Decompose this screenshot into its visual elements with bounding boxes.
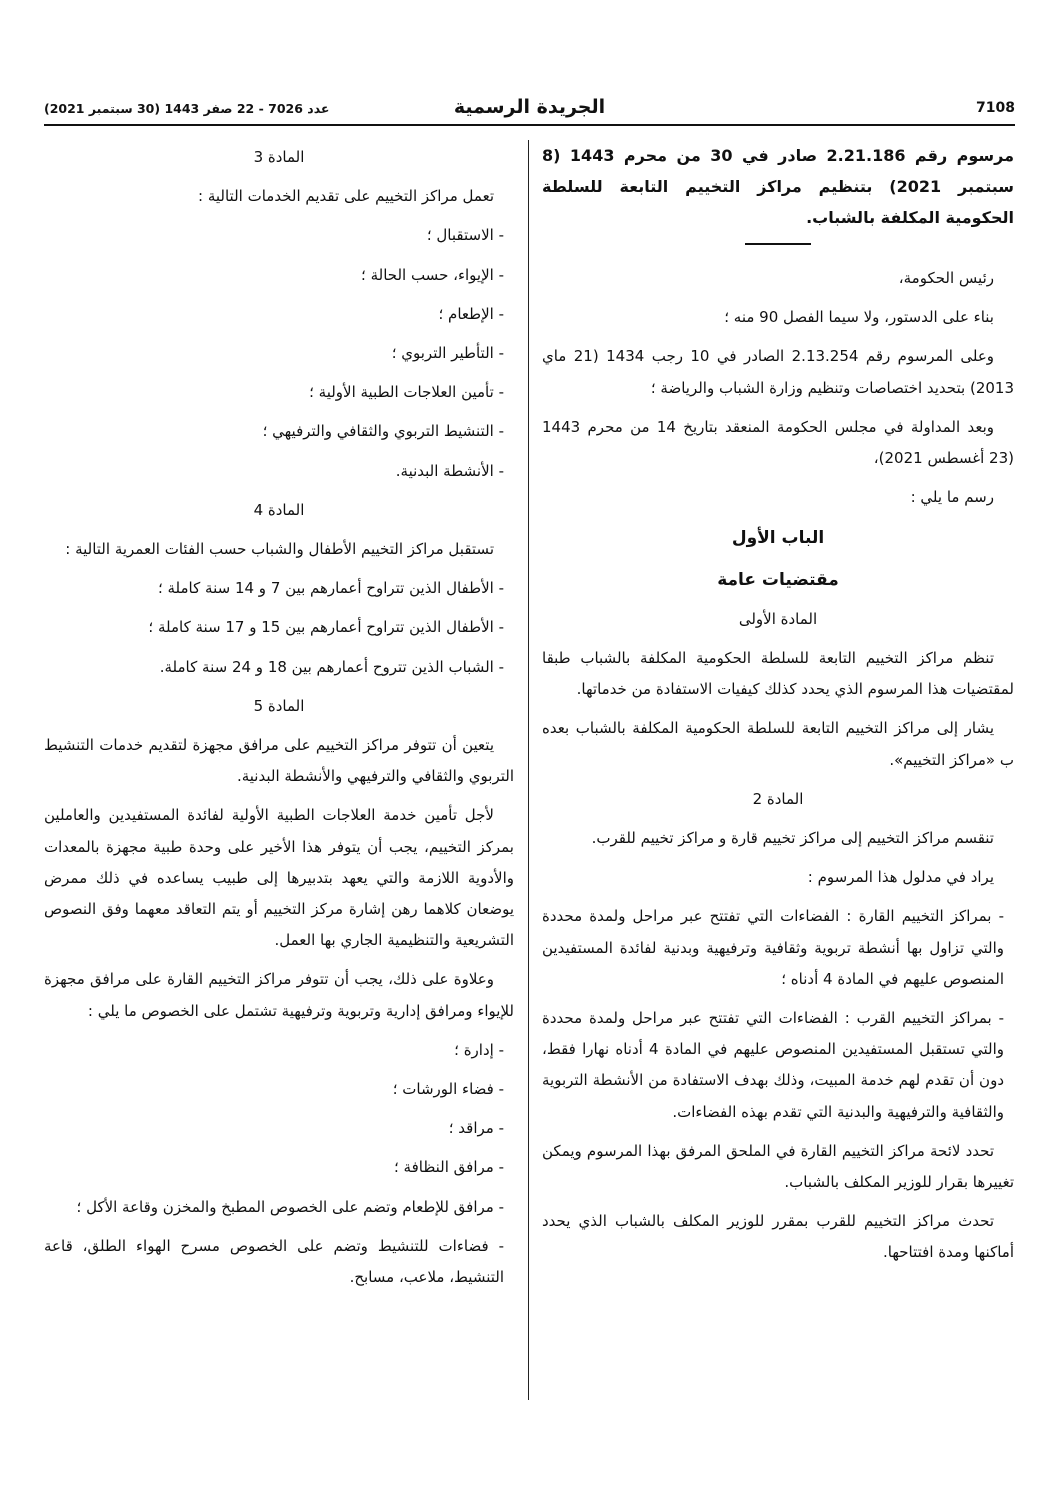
list-item: - الإطعام ؛ bbox=[438, 304, 504, 323]
article-4-list bbox=[44, 573, 514, 683]
preamble-deliberation: وبعد المداولة في مجلس الحكومة المنعقد بتاريخ 14 من محرم 1443 (23 أغسطس 2021)، bbox=[542, 417, 1014, 468]
list-item: - التنشيط التربوي والثقافي والترفيهي ؛ bbox=[262, 422, 504, 441]
left-column bbox=[44, 140, 514, 1301]
article-5-title: المادة 5 bbox=[253, 696, 305, 715]
title-rule bbox=[745, 243, 811, 245]
list-item: - مرافق للإطعام وتضم على الخصوص المطبخ والمخزن وقاعة الأكل ؛ bbox=[76, 1197, 504, 1216]
list-item: - مرافق النظافة ؛ bbox=[394, 1158, 504, 1177]
article-4-title: المادة 4 bbox=[253, 500, 305, 519]
article-3-title: المادة 3 bbox=[253, 148, 305, 166]
list-item: - إدارة ؛ bbox=[454, 1040, 504, 1059]
decree-title: مرسوم رقم 2.21.186 صادر في 30 من محرم 1443 (8 سبتمبر 2021) بتنظيم مراكز التخييم التابعة للسلطة الحكومية المكلفة بالشباب. bbox=[542, 146, 1015, 227]
column-divider bbox=[528, 140, 529, 1400]
preamble-decree: وعلى المرسوم رقم 2.13.254 الصادر في 10 رجب 1434 (21 ماي 2013) بتحديد اختصاصات وتنظيم وزارة الشباب والرياضة ؛ bbox=[542, 347, 1014, 397]
list-item: - الأطفال الذين تتراوح أعمارهم بين 15 و 17 سنة كاملة ؛ bbox=[148, 618, 504, 637]
article-5-paragraph: يتعين أن تتوفر مراكز التخييم على مرافق مجهزة لتقديم خدمات التنشيط التربوي والثقافي والترفيهي والأنشطة البدنية. bbox=[44, 736, 514, 786]
right-column bbox=[542, 140, 1014, 1277]
list-item: - مراقد ؛ bbox=[448, 1119, 504, 1138]
intro-line: رئيس الحكومة، bbox=[898, 269, 994, 287]
article-4-intro: تستقبل مراكز التخييم الأطفال والشباب حسب الفئات العمرية التالية : bbox=[65, 540, 494, 559]
article-3-list bbox=[44, 220, 514, 486]
page-number: 7108 bbox=[976, 100, 1015, 116]
article-1-title: المادة الأولى bbox=[738, 609, 818, 628]
list-item: - الأطفال الذين تتراوح أعمارهم بين 7 و 14 سنة كاملة ؛ bbox=[157, 579, 504, 598]
article-5-paragraph: وعلاوة على ذلك، يجب أن تتوفر مراكز التخييم القارة على مرافق مجهزة للإيواء ومرافق إدارية وتربوية وترفيهية تشتمل على الخصوص ما يلي : bbox=[44, 970, 514, 1020]
article-5-paragraph: لأجل تأمين خدمة العلاجات الطبية الأولية لفائدة المستفيدين والعاملين بمركز التخييم، يجب أن يتوفر هذا الأخير على وحدة طبية مجهزة بالمعدات والأدوية اللازمة والتي يعهد بتدبيرها إلى طبيب يساعده في ذلك ممرض يوضعان كلاهما رهن إشارة مركز التخييم أو يتم التعاقد معهما وفق النصوص التشريعية والتنظيمية الجاري بها العمل. bbox=[44, 806, 514, 950]
article-2-paragraph: تحدث مراكز التخييم للقرب بمقرر للوزير المكلف بالشباب الذي يحدد أماكنها ومدة افتتاحها. bbox=[542, 1212, 1014, 1262]
chapter-title: مقتضيات عامة bbox=[717, 569, 839, 590]
article-2-title: المادة 2 bbox=[752, 789, 804, 808]
article-1-paragraph: تنظم مراكز التخييم التابعة للسلطة الحكومية المكلفة بالشباب طبقا لمقتضيات هذا المرسوم الذي يحدد كذلك كيفيات الاستفادة من خدماتها. bbox=[542, 649, 1014, 699]
page-header bbox=[44, 98, 1015, 126]
article-5-list bbox=[44, 1035, 514, 1293]
list-item: - فضاءات للتنشيط وتضم على الخصوص مسرح الهواء الطلق، قاعة التنشيط، ملاعب، مسابح. bbox=[44, 1236, 504, 1287]
preamble-constitution: بناء على الدستور، ولا سيما الفصل 90 منه ؛ bbox=[724, 308, 994, 327]
article-2-paragraph: يراد في مدلول هذا المرسوم : bbox=[807, 868, 994, 887]
list-item: - الإيواء، حسب الحالة ؛ bbox=[361, 265, 504, 284]
list-item: - الاستقبال ؛ bbox=[426, 226, 504, 245]
article-2-bullet: - بمراكز التخييم القرب : الفضاءات التي تفتتح عبر مراحل ولمدة محددة والتي تستقبل المستفيدين المنصوص عليهم في المادة 4 أدناه نهارا فقط، دون أن تقدم لهم خدمة المبيت، وذلك بهدف الاستفادة من الأنشطة التربوية والثقافية والترفيهية والبدنية التي تقدم بهذه الفضاءات. bbox=[542, 1009, 1004, 1121]
gazette-title: الجريدة الرسمية bbox=[453, 96, 606, 118]
issue-info: عدد 7026 - 22 صفر 1443 (30 سبتمبر 2021) bbox=[44, 101, 330, 116]
article-2-paragraph: تحدد لائحة مراكز التخييم القارة في الملحق المرفق بهذا المرسوم ويمكن تغييرها بقرار للوزير المكلف بالشباب. bbox=[542, 1141, 1014, 1192]
article-3-intro: تعمل مراكز التخييم على تقديم الخدمات التالية : bbox=[198, 187, 494, 206]
article-2-paragraph: تنقسم مراكز التخييم إلى مراكز تخييم قارة و مراكز تخييم للقرب. bbox=[591, 829, 994, 848]
list-item: - فضاء الورشات ؛ bbox=[392, 1080, 504, 1099]
article-2-bullet: - بمراكز التخييم القارة : الفضاءات التي تفتتح عبر مراحل ولمدة محددة والتي تزاول بها أنشطة تربوية وثقافية وترفيهية وبدنية لفائدة المستفيدين المنصوص عليهم في المادة 4 أدناه ؛ bbox=[542, 907, 1004, 988]
list-item: - الأنشطة البدنية. bbox=[395, 461, 504, 480]
list-item: - تأمين العلاجات الطبية الأولية ؛ bbox=[309, 383, 504, 402]
decree-enacts: رسم ما يلي : bbox=[910, 488, 994, 507]
article-1-paragraph: يشار إلى مراكز التخييم التابعة للسلطة الحكومية المكلفة بالشباب بعده ب «مراكز التخييم». bbox=[542, 719, 1014, 769]
list-item: - الشباب الذين تتروح أعمارهم بين 18 و 24 سنة كاملة. bbox=[159, 657, 504, 676]
list-item: - التأطير التربوي ؛ bbox=[391, 344, 504, 363]
chapter-heading: الباب الأول bbox=[731, 528, 825, 549]
